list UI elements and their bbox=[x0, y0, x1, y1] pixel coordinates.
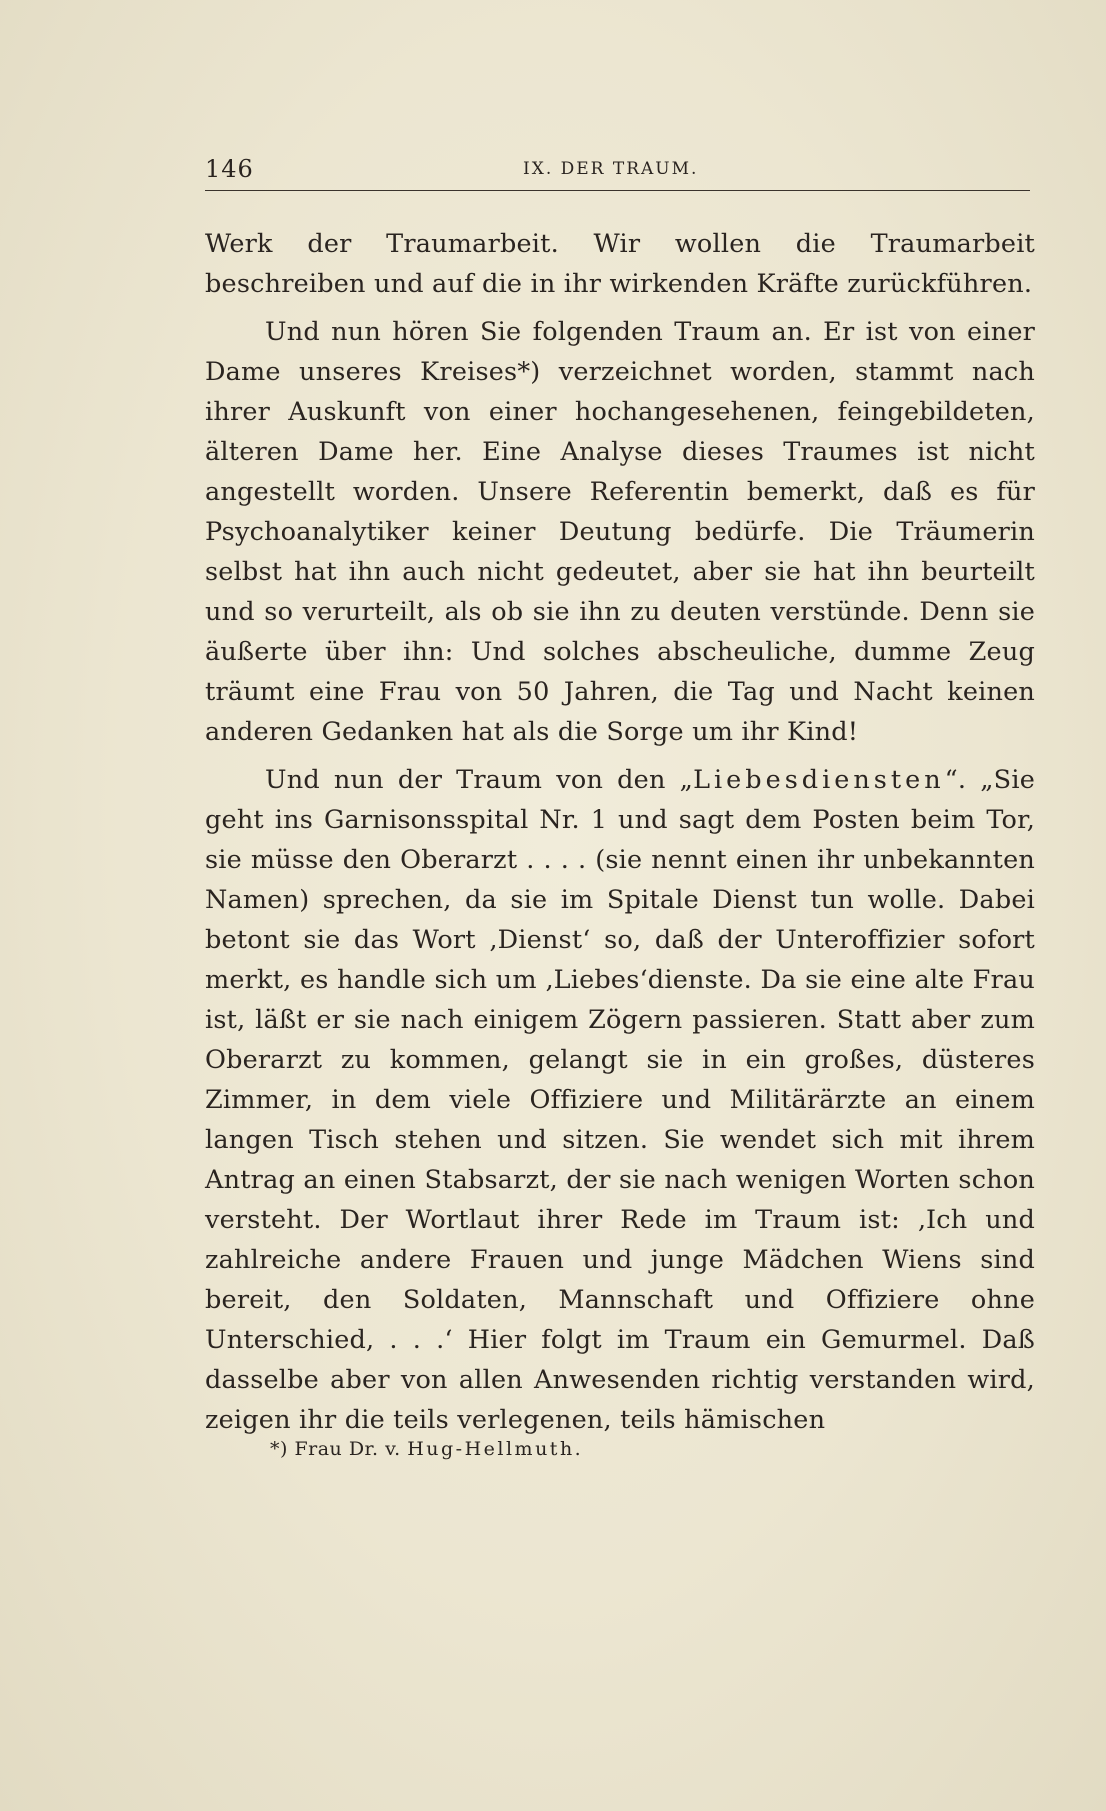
paragraph-3-start: Und nun der Traum von den „ bbox=[265, 765, 694, 795]
paragraph-3 bbox=[205, 760, 1035, 1440]
page-number: 146 bbox=[205, 155, 254, 183]
paragraph-1: Werk der Traumarbeit. Wir wollen die Traumarbeit beschreiben und auf die in ihr wirkenden Kräfte zurückführen. bbox=[205, 229, 1035, 299]
running-head: IX. DER TRAUM. bbox=[523, 159, 699, 179]
paragraph-2: Und nun hören Sie folgenden Traum an. Er ist von einer Dame unseres Kreises*) verzeichnet worden, stammt nach ihrer Auskunft von einer hochangesehenen, feingebildeten, älteren Dame her. Eine Analyse dieses Traumes ist nicht angestellt worden. Unsere Referentin bemerkt, daß es für Psychoanalytiker keiner Deutung bedürfe. Die Träumerin selbst hat ihn auch nicht gedeutet, aber sie hat ihn beurteilt und so verurteilt, als ob sie ihn zu deuten verstünde. Denn sie äußerte über ihn: Und solches abscheuliche, dumme Zeug träumt eine Frau von 50 Jahren, die Tag und Nacht keinen anderen Gedanken hat als die Sorge um ihr Kind! bbox=[205, 317, 1035, 747]
footnote bbox=[270, 1434, 583, 1464]
paragraph-3-spaced-term: Liebesdiensten bbox=[693, 765, 945, 795]
body-text bbox=[205, 224, 1035, 1440]
paragraph-3-end: “. „Sie geht ins Garnisonsspital Nr. 1 und sagt dem Posten beim Tor, sie müsse den Oberarzt . . . . (sie nennt einen ihr unbekannten Namen) sprechen, da sie im Spitale Dienst tun wolle. Dabei betont sie das Wort ‚Dienst‘ so, daß der Unteroffizier sofort merkt, es handle sich um ‚Liebes‘dienste. Da sie eine alte Frau ist, läßt er sie nach einigem Zögern passieren. Statt aber zum Oberarzt zu kommen, gelangt sie in ein großes, düsteres Zimmer, in dem viele Offiziere und Militärärzte an einem langen Tisch stehen und sitzen. Sie wendet sich mit ihrem Antrag an einen Stabsarzt, der sie nach wenigen Worten schon versteht. Der Wortlaut ihrer Rede im Traum ist: ‚Ich und zahlreiche andere Frauen und junge Mädchen Wiens sind bereit, den Soldaten, Mannschaft und Offiziere ohne Unterschied, . . .‘ Hier folgt im Traum ein Gemurmel. Daß dasselbe aber von allen Anwesenden richtig verstanden wird, zeigen ihr die teils verlegenen, teils hämischen bbox=[205, 765, 1035, 1435]
footnote-name: Hug-Hellmuth. bbox=[407, 1438, 584, 1460]
footnote-prefix: *) Frau Dr. v. bbox=[270, 1438, 408, 1460]
page-header bbox=[205, 152, 1030, 191]
